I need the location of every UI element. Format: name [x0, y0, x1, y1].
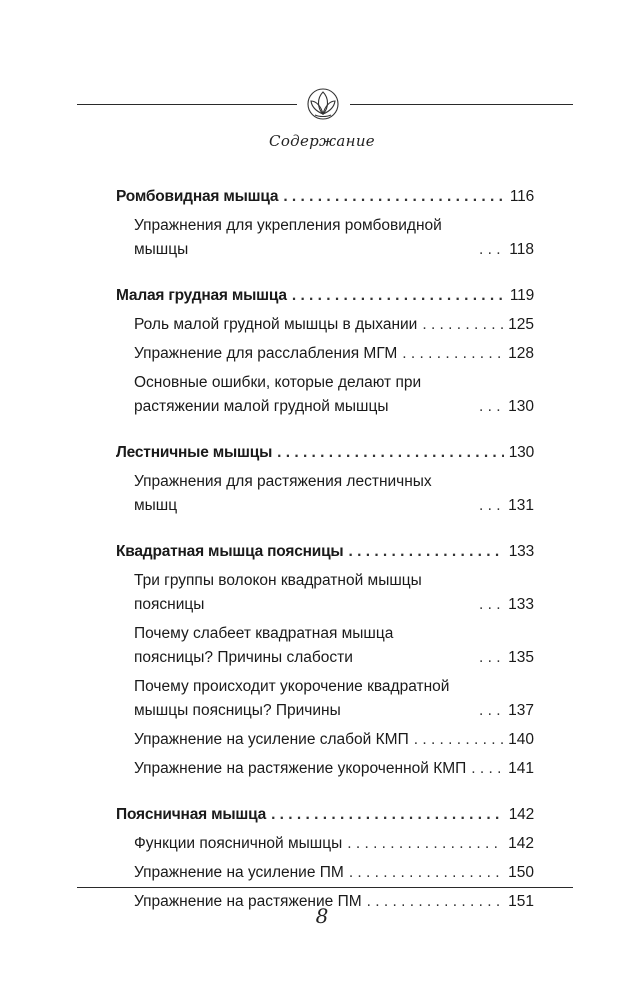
toc-subentry-page: 141 — [508, 760, 534, 777]
toc-chapter-page: 142 — [508, 806, 534, 823]
toc-section — [116, 803, 534, 914]
toc-subentry-page: 125 — [508, 316, 534, 333]
dot-leader — [479, 494, 503, 518]
dot-leader — [402, 342, 503, 366]
dot-leader — [347, 832, 503, 856]
toc-subentry-page: 128 — [508, 345, 534, 362]
toc-chapter-page: 116 — [509, 188, 534, 205]
toc-subentry-title: Почему слабеет квадратная мышца поясницы? Причины слабости — [134, 625, 394, 666]
toc-subentry[interactable] — [116, 622, 534, 670]
toc-chapter-title: Малая грудная мышца — [116, 287, 287, 304]
toc-subentry[interactable] — [116, 728, 534, 752]
toc-subentry-title: Функции поясничной мышцы — [134, 835, 343, 852]
toc-chapter-title: Ромбовидная мышца — [116, 188, 279, 205]
table-of-contents — [116, 185, 534, 936]
toc-subentry[interactable] — [116, 214, 534, 262]
toc-subentry[interactable] — [116, 371, 534, 419]
toc-subentry-page: 133 — [508, 596, 534, 613]
toc-subentry[interactable] — [116, 757, 534, 781]
toc-subentry-page: 118 — [509, 241, 534, 258]
toc-subentry[interactable] — [116, 675, 534, 723]
dot-leader — [422, 313, 503, 337]
toc-chapter[interactable] — [116, 540, 534, 564]
toc-subentry-title: Упражнение на усиление ПМ — [134, 864, 344, 881]
toc-subentry-title: Упражнение на усиление слабой КМП — [134, 731, 409, 748]
toc-chapter-title: Лестничные мышцы — [116, 444, 273, 461]
toc-subentry-page: 142 — [508, 835, 534, 852]
dot-leader — [479, 646, 503, 670]
header-rule-left — [77, 104, 297, 105]
toc-subentry[interactable] — [116, 342, 534, 366]
dot-leader — [479, 593, 503, 617]
toc-subentry[interactable] — [116, 569, 534, 617]
toc-section — [116, 540, 534, 781]
dot-leader — [479, 395, 503, 419]
page-number: 8 — [315, 904, 329, 928]
toc-section — [116, 441, 534, 518]
page-title: Содержание — [269, 132, 375, 150]
toc-subentry-title: Основные ошибки, которые делают при растяжении малой грудной мышцы — [134, 374, 422, 415]
toc-subentry-title: Упражнения для укрепления ромбовидной мышцы — [134, 217, 442, 258]
toc-subentry-title: Упражнение на растяжение ПМ — [134, 893, 362, 910]
footer-rule — [77, 887, 573, 888]
toc-chapter-page: 130 — [508, 444, 534, 461]
toc-subentry-page: 140 — [508, 731, 534, 748]
toc-chapter[interactable] — [116, 441, 534, 465]
toc-subentry-title: Почему происходит укорочение квадратной мышцы поясницы? Причины — [134, 678, 450, 719]
toc-subentry[interactable] — [116, 470, 534, 518]
toc-chapter[interactable] — [116, 803, 534, 827]
toc-subentry-title: Упражнение на растяжение укороченной КМП — [134, 760, 467, 777]
toc-chapter-title: Поясничная мышца — [116, 806, 267, 823]
toc-subentry-page: 150 — [508, 864, 534, 881]
toc-subentry-page: 151 — [508, 893, 534, 910]
toc-section — [116, 185, 534, 262]
dot-leader — [479, 699, 503, 723]
toc-subentry-page: 130 — [508, 398, 534, 415]
toc-subentry-title: Роль малой грудной мышцы в дыхании — [134, 316, 418, 333]
toc-section — [116, 284, 534, 419]
toc-chapter[interactable] — [116, 284, 534, 308]
dot-leader — [479, 238, 504, 262]
lotus-icon — [300, 84, 346, 124]
toc-subentry-page: 137 — [508, 702, 534, 719]
toc-subentry-title: Упражнение для расслабления МГМ — [134, 345, 398, 362]
dot-leader — [271, 803, 504, 827]
toc-subentry[interactable] — [116, 832, 534, 856]
toc-subentry-title: Упражнения для растяжения лестничных мышц — [134, 473, 432, 514]
toc-chapter[interactable] — [116, 185, 534, 209]
dot-leader — [349, 861, 503, 885]
header-rule-right — [350, 104, 573, 105]
dot-leader — [283, 185, 505, 209]
toc-chapter-page: 119 — [509, 287, 534, 304]
dot-leader — [292, 284, 505, 308]
dot-leader — [277, 441, 504, 465]
dot-leader — [414, 728, 503, 752]
toc-subentry-title: Три группы волокон квадратной мышцы поясницы — [134, 572, 422, 613]
toc-subentry[interactable] — [116, 861, 534, 885]
toc-subentry-page: 135 — [508, 649, 534, 666]
toc-chapter-title: Квадратная мышца поясницы — [116, 543, 344, 560]
toc-subentry[interactable] — [116, 313, 534, 337]
dot-leader — [348, 540, 503, 564]
toc-chapter-page: 133 — [508, 543, 534, 560]
toc-subentry-page: 131 — [508, 497, 534, 514]
dot-leader — [471, 757, 503, 781]
